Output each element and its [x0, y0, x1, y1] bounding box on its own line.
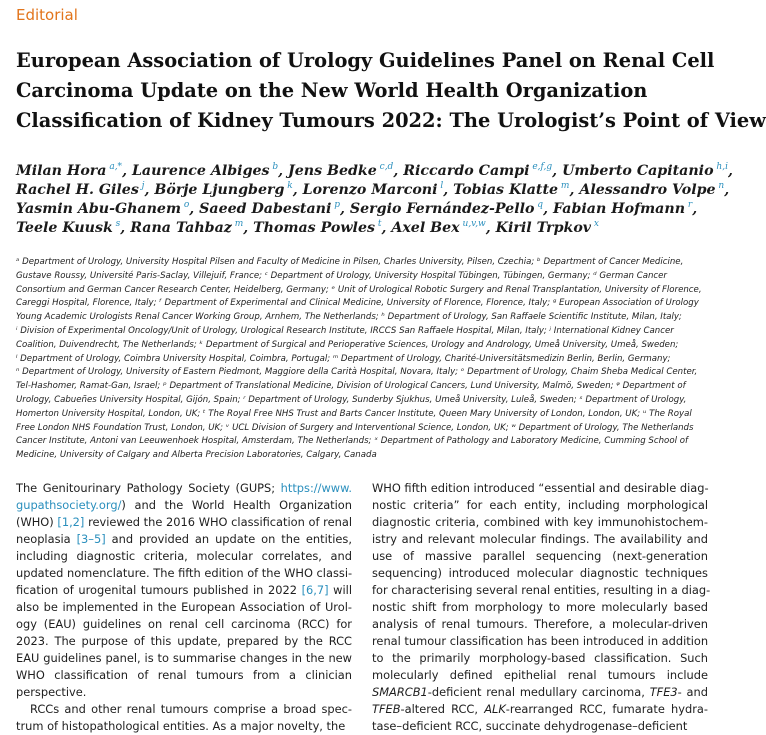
body-text: -rearranged RCC, fumarate hydra- — [505, 702, 708, 716]
affiliation-line: ˡ Department of Urology, Coimbra University Hospital, Coimbra, Portugal; ᵐ Department of Urology, Charité-Universitätsmedizin Berlin, Berlin, Germany; — [16, 353, 671, 364]
author-line — [16, 162, 733, 181]
body-text: -deficient renal medullary carcinoma, — [427, 685, 650, 699]
body-text: analysis of renal tumours. Therefore, a molecular-driven — [372, 617, 708, 631]
title-line: Carcinoma Update on the New World Health Organization — [16, 79, 648, 102]
author-separator: , — [727, 163, 733, 179]
body-text: for characterising several renal entities, resulting in a diag- — [372, 583, 711, 597]
body-line — [16, 582, 352, 599]
author-separator: , — [543, 201, 553, 217]
affiliation-line: Tel-Hashomer, Ramat-Gan, Israel; ᵖ Department of Translational Medicine, Division of Urological Cancers, Lund University, Malmö, Sweden; ᵠ Department of — [16, 381, 686, 392]
affiliation-line: Medicine, University of Calgary and Alberta Precision Laboratories, Calgary, Canada — [16, 450, 377, 461]
body-text: use of massive parallel sequencing (next-generation — [372, 549, 708, 563]
body-line — [372, 718, 708, 735]
body-text: - and — [677, 685, 708, 699]
author-name[interactable]: Alessandro Volpe — [579, 182, 716, 198]
body-line — [16, 514, 352, 531]
article-title — [16, 46, 766, 136]
body-text: EAU guidelines panel, is to summarise changes in the new — [16, 651, 352, 665]
body-text: also be implemented in the European Association of Urol- — [16, 600, 352, 614]
affiliation-line: ⁱ Division of Experimental Oncology/Unit of Urology, Urological Research Institute, IRCCS San Raffaele Hospital, Milan, Italy; ʲ International Kidney Cancer — [16, 325, 674, 336]
author-name[interactable]: Börje Ljungberg — [154, 182, 285, 198]
author-affiliation-mark[interactable]: m — [558, 181, 570, 191]
body-line — [16, 599, 352, 616]
author-name[interactable]: Riccardo Campi — [403, 163, 530, 179]
author-affiliation-mark[interactable]: t — [374, 219, 382, 229]
author-name[interactable]: Rana Tahbaz — [130, 220, 232, 236]
author-separator: , — [144, 182, 155, 198]
body-line — [372, 480, 708, 497]
author-name[interactable]: Kiril Trpkov — [495, 220, 592, 236]
citation-link[interactable]: [6,7] — [301, 583, 329, 597]
body-text: to the primarily morphology-based classification. Such — [372, 651, 708, 665]
author-separator: , — [292, 182, 303, 198]
body-line — [372, 599, 708, 616]
body-text: renal tumour classification has been introduced in addition — [372, 634, 709, 648]
author-line — [16, 200, 716, 219]
body-line — [16, 667, 352, 684]
body-line — [16, 616, 352, 633]
body-line — [16, 633, 352, 650]
author-affiliation-mark[interactable]: s — [112, 219, 121, 229]
author-separator: , — [569, 182, 580, 198]
author-line — [16, 181, 730, 200]
author-affiliation-mark[interactable]: e,f,g — [529, 162, 553, 172]
author-line — [16, 219, 716, 238]
affiliation-line: Consortium and German Cancer Research Center, Heidelberg, Germany; ᵉ Unit of Urological Robotic Surgery and Renal Transplantation, University of Florence, — [16, 284, 702, 295]
affiliation-line: Careggi Hospital, Florence, Italy; ᶠ Department of Experimental and Clinical Medicine, University of Florence, Florence, Italy; ᵍ European Association of Urology — [16, 298, 699, 309]
author-name[interactable]: Umberto Capitanio — [562, 163, 714, 179]
body-line — [16, 497, 352, 514]
body-text: WHO fifth edition introduced “essential and desirable diag- — [372, 481, 709, 495]
author-name[interactable]: Rachel H. Giles — [16, 182, 139, 198]
affiliation-line: ⁿ Department of Urology, University of Eastern Piedmont, Maggiore della Carità Hospital, Novara, Italy; ᵒ Department of Urology, Chaim Sheba Medical Center, — [16, 367, 698, 378]
body-text: (WHO) — [16, 515, 58, 529]
affiliation-line: Young Academic Urologists Renal Cancer Working Group, Arnhem, The Netherlands; ʰ Department of Urology, San Raffaele Scientific Institute, Milan, Italy; — [16, 312, 682, 323]
body-text: -altered RCC, — [400, 702, 485, 716]
affiliation-line: Cancer Institute, Antoni van Leeuwenhoek Hospital, Amsterdam, The Netherlands; ˣ Department of Pathology and Laboratory Medicine, Cumming School of — [16, 436, 688, 447]
author-affiliation-mark[interactable]: k — [284, 181, 293, 191]
author-name[interactable]: Sergio Fernández-Pello — [349, 201, 535, 217]
author-separator: , — [278, 163, 289, 179]
author-name[interactable]: Lorenzo Marconi — [302, 182, 438, 198]
citation-link[interactable]: [3–5] — [76, 532, 106, 546]
affiliation-line: Gustave Roussy, Université Paris-Saclay, Villejuif, France; ᶜ Department of Urology, University Hospital Tübingen, Tübingen, Germany; ᵈ German Cancer — [16, 270, 667, 281]
author-name[interactable]: Teele Kuusk — [16, 220, 113, 236]
author-affiliation-mark[interactable]: m — [231, 219, 244, 229]
affiliation-line: Coalition, Duivendrecht, The Netherlands; ᵏ Department of Surgical and Perioperative Sciences, Urology and Andrology, Umeå University, Umeå, Sweden; — [16, 339, 679, 350]
body-line — [16, 480, 352, 497]
author-separator: , — [724, 182, 730, 198]
body-line — [16, 548, 352, 565]
body-text: istry and relevant molecular findings. The availability and — [372, 532, 708, 546]
affiliation-line: ᵃ Department of Urology, University Hospital Pilsen and Faculty of Medicine in Pilsen, Charles University, Pilsen, Czechia; ᵇ Department of Cancer Medicine, — [16, 257, 684, 267]
body-text: will — [328, 583, 352, 597]
body-line — [16, 684, 352, 701]
author-affiliation-mark[interactable]: l — [437, 181, 444, 191]
author-separator: , — [552, 163, 563, 179]
body-text: nostic shift from morphology to more molecularly based — [372, 600, 708, 614]
author-affiliation-mark[interactable]: h,i — [713, 162, 728, 172]
body-line — [16, 531, 352, 548]
author-separator: , — [243, 220, 254, 236]
body-line — [372, 582, 711, 599]
affiliations — [16, 256, 714, 463]
body-text: fication of urogenital tumours published in 2022 — [16, 583, 302, 597]
gene-name: SMARCB1 — [372, 685, 428, 699]
author-name[interactable]: Saeed Dabestani — [199, 201, 332, 217]
affiliation-line: Urology, Cabueñes University Hospital, Gijón, Spain; ʳ Department of Urology, Sunderby Sjukhus, Umeå University, Luleå, Sweden; ˢ Department of Urology, — [16, 394, 687, 405]
author-affiliation-mark[interactable]: o — [180, 200, 190, 210]
gene-name: TFE3 — [649, 685, 678, 699]
body-text: neoplasia — [16, 532, 77, 546]
title-line: Classification of Kidney Tumours 2022: The Urologist’s Point of View — [16, 109, 766, 132]
body-text: sequencing) introduced molecular diagnostic techniques — [372, 566, 708, 580]
author-name[interactable]: Milan Hora — [16, 163, 107, 179]
author-name[interactable]: Laurence Albiges — [131, 163, 270, 179]
body-line — [372, 514, 708, 531]
body-text: diagnostic criteria, combined with key immunohistochem- — [372, 515, 708, 529]
body-text: including diagnostic criteria, molecular correlates, and — [16, 549, 352, 563]
author-name[interactable]: Jens Bedke — [288, 163, 377, 179]
author-affiliation-mark[interactable]: u,v,w — [459, 219, 486, 229]
author-name[interactable]: Yasmin Abu-Ghanem — [16, 201, 181, 217]
author-list — [16, 162, 733, 238]
body-text: trum of histopathological entities. As a major novelty, the — [16, 719, 346, 733]
body-text: perspective. — [16, 685, 87, 699]
body-text: ogy (EAU) guidelines on renal cell carcinoma (RCC) for — [16, 617, 352, 631]
author-separator: , — [189, 201, 200, 217]
body-line — [372, 497, 708, 514]
author-affiliation-mark[interactable]: x — [591, 219, 599, 229]
url-link[interactable]: https://www. — [280, 481, 352, 495]
body-line — [372, 684, 708, 701]
body-text: reviewed the 2016 WHO classification of renal — [84, 515, 352, 529]
body-line — [372, 548, 708, 565]
body-text: The Genitourinary Pathology Society (GUPS; — [16, 481, 281, 495]
body-line — [372, 650, 708, 667]
author-name[interactable]: Fabian Hofmann — [552, 201, 686, 217]
body-text: ) and the World Health Organization — [121, 498, 352, 512]
gene-name: ALK — [484, 702, 506, 716]
author-affiliation-mark[interactable]: r — [685, 200, 693, 210]
url-link[interactable]: gupathsociety.org/ — [16, 498, 122, 512]
body-line — [372, 667, 708, 684]
body-line — [16, 565, 352, 582]
author-affiliation-mark[interactable]: q — [534, 200, 544, 210]
body-text: 2023. The purpose of this update, prepared by the RCC — [16, 634, 352, 648]
affiliation-line: Homerton University Hospital, London, UK; ᵗ The Royal Free NHS Trust and Barts Cancer Institute, Queen Mary University of London, London, UK; ᵘ The Royal — [16, 408, 692, 419]
body-text: WHO classification of renal tumours from a clinician — [16, 668, 352, 682]
citation-link[interactable]: [1,2] — [57, 515, 85, 529]
author-name[interactable]: Thomas Powles — [253, 220, 375, 236]
body-line — [16, 718, 352, 735]
body-line — [372, 701, 708, 718]
author-affiliation-mark[interactable]: a,* — [106, 162, 123, 172]
body-line — [16, 701, 352, 718]
author-affiliation-mark[interactable]: j — [138, 181, 145, 191]
author-name[interactable]: Tobias Klatte — [453, 182, 559, 198]
body-column-right — [372, 480, 711, 735]
author-affiliation-mark[interactable]: c,d — [376, 162, 394, 172]
body-text: RCCs and other renal tumours comprise a broad spec- — [30, 702, 352, 716]
body-column-left — [16, 480, 352, 735]
body-text: tase–deficient RCC, succinate dehydrogenase–deficient — [372, 719, 688, 733]
author-separator: , — [120, 220, 131, 236]
author-separator: , — [122, 163, 132, 179]
body-line — [372, 531, 708, 548]
author-separator: , — [692, 201, 698, 217]
affiliation-line: Free London NHS Foundation Trust, London, UK; ᵛ UCL Division of Surgery and Interventional Science, London, UK; ʷ Department of Urology, The Netherlands — [16, 422, 694, 433]
body-line — [372, 565, 708, 582]
author-affiliation-mark[interactable]: p — [331, 200, 341, 210]
author-name[interactable]: Axel Bex — [391, 220, 460, 236]
author-separator: , — [340, 201, 350, 217]
body-line — [16, 650, 352, 667]
gene-name: TFEB — [372, 702, 401, 716]
body-text: and provided an update on the entities, — [105, 532, 352, 546]
section-label: Editorial — [16, 6, 78, 24]
body-text: nostic criteria” for each entity, including morphological — [372, 498, 708, 512]
author-affiliation-mark[interactable]: n — [715, 181, 725, 191]
author-separator: , — [443, 182, 454, 198]
author-separator: , — [393, 163, 404, 179]
body-line — [372, 616, 708, 633]
body-text: updated nomenclature. The fifth edition of the WHO classi- — [16, 566, 353, 580]
author-affiliation-mark[interactable]: b — [269, 162, 279, 172]
body-text: molecularly defined epithelial renal tumours include — [372, 668, 708, 682]
title-line: European Association of Urology Guidelines Panel on Renal Cell — [16, 49, 715, 72]
author-separator: , — [485, 220, 496, 236]
body-line — [372, 633, 708, 650]
author-separator: , — [381, 220, 392, 236]
